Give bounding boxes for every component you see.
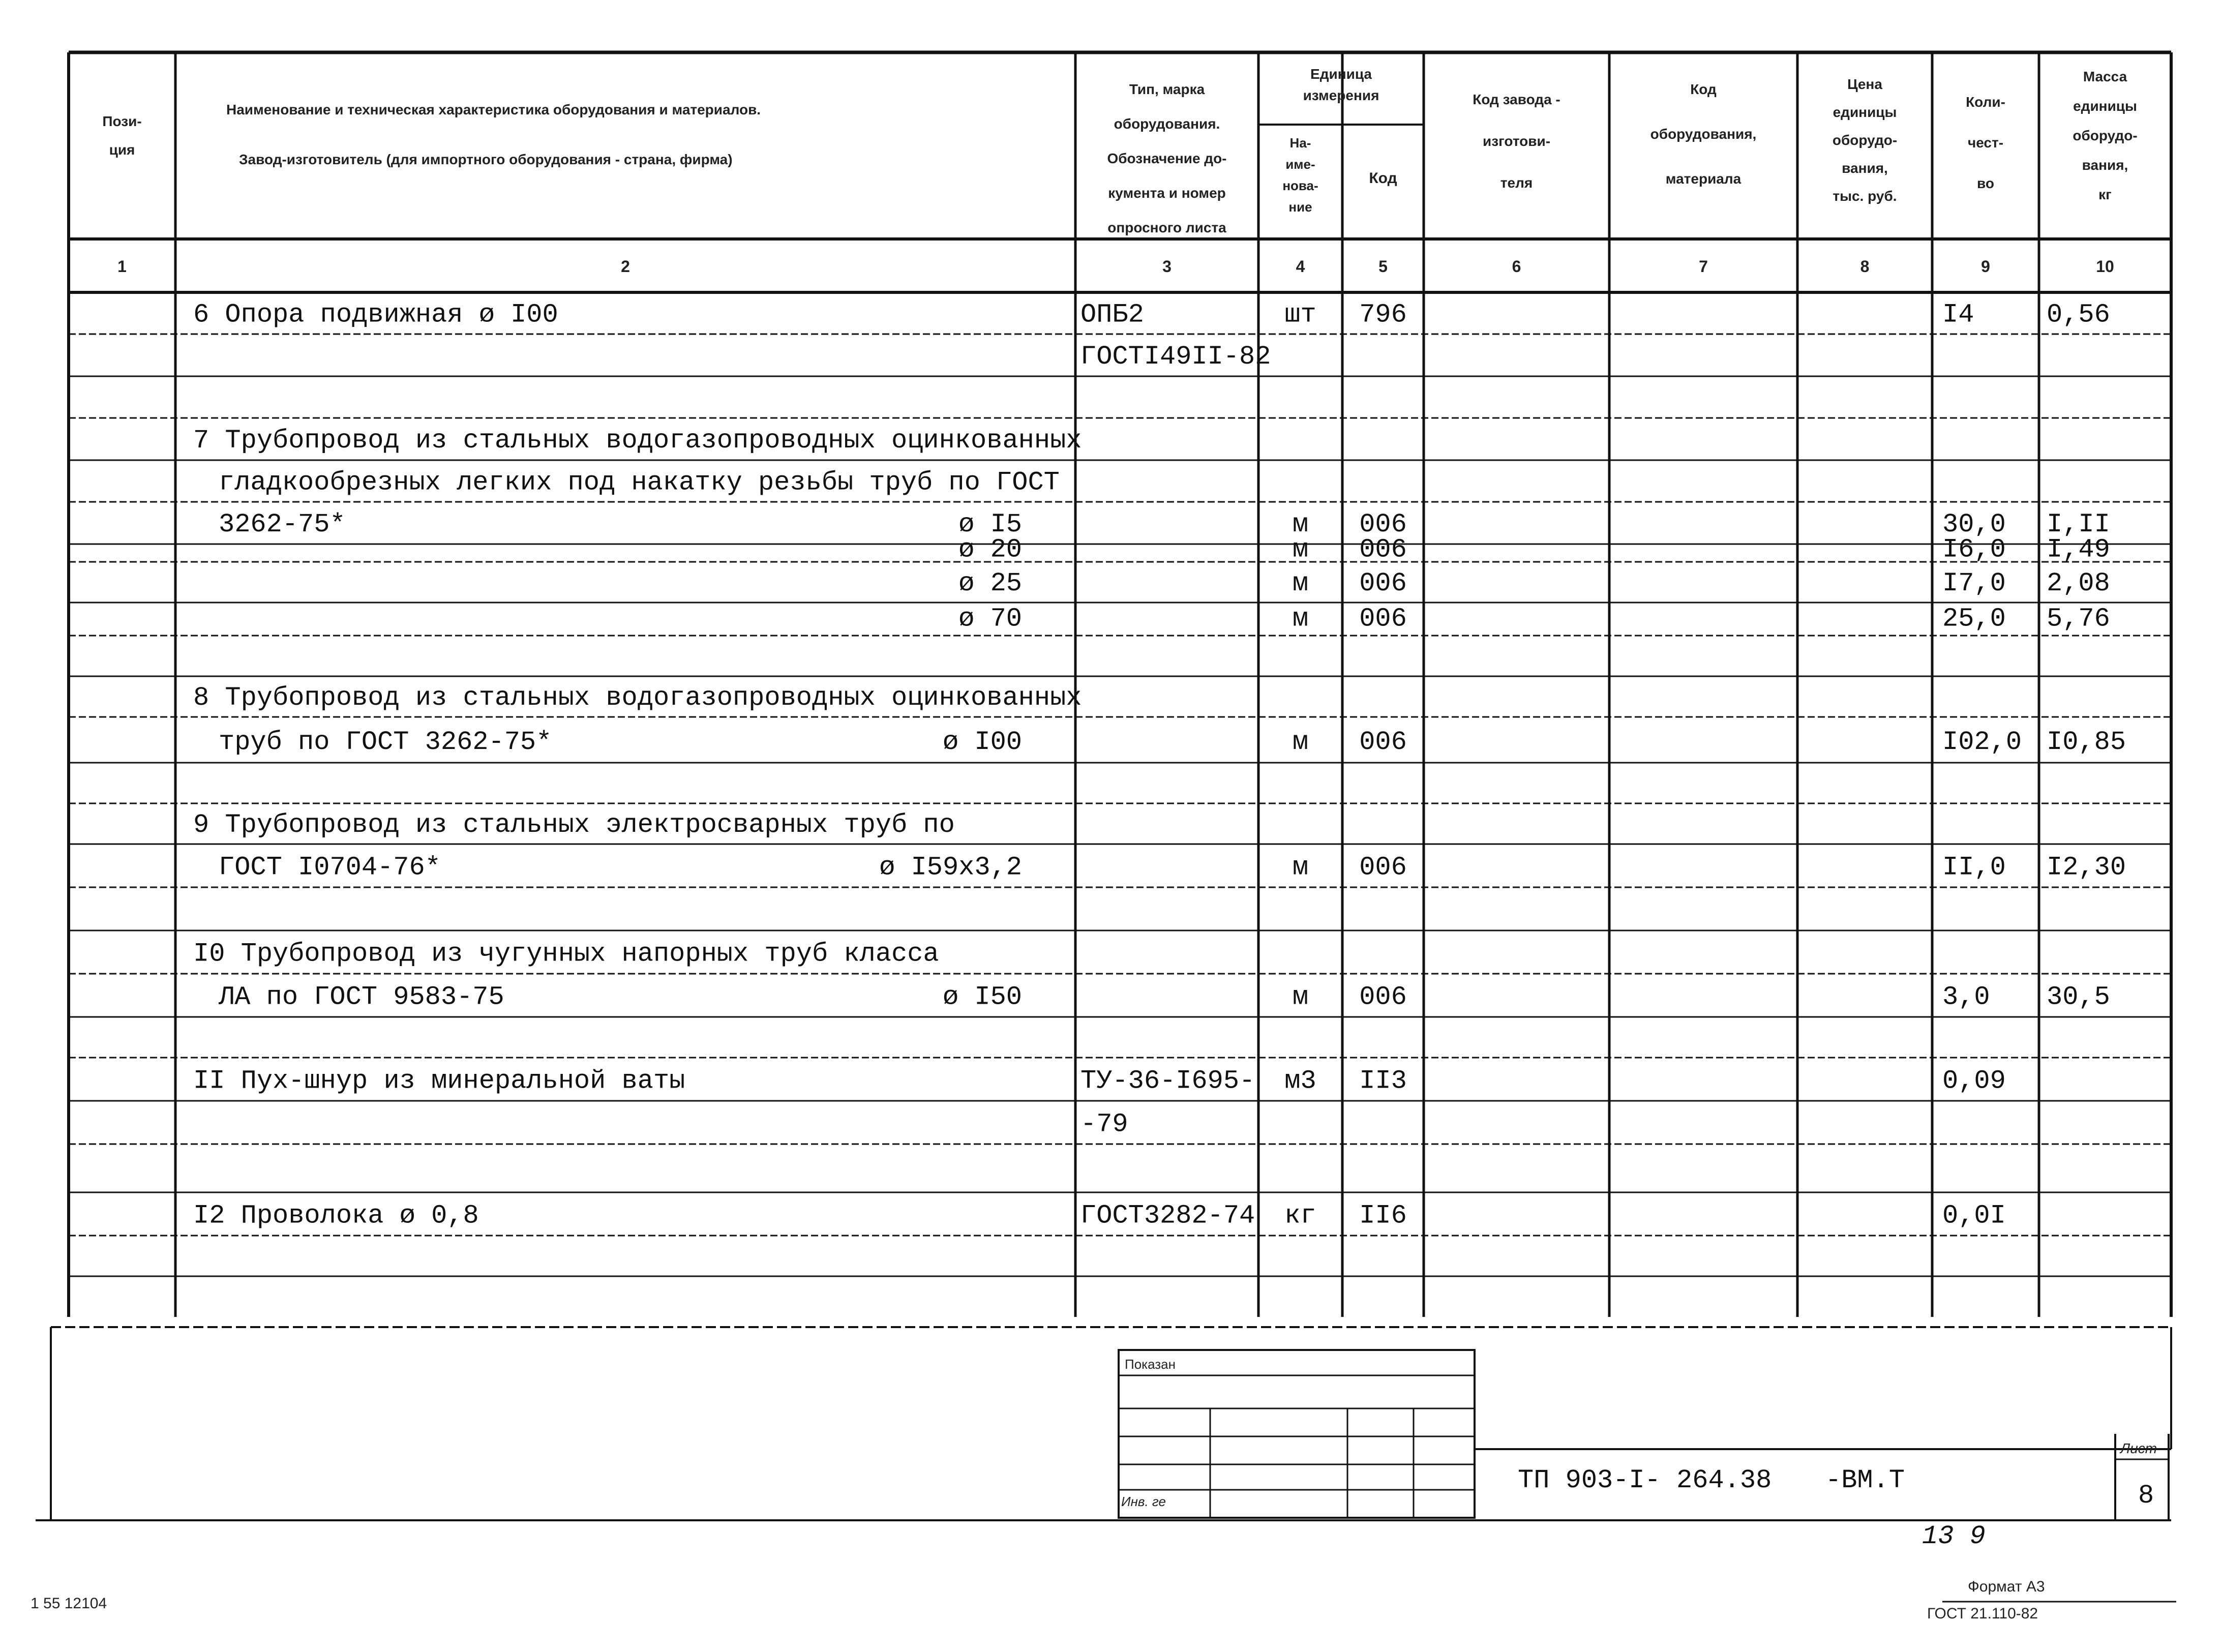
item-unit-code: 006 — [1359, 727, 1407, 757]
header-equipment-code: оборудования, — [1650, 126, 1757, 142]
column-number: 6 — [1512, 257, 1521, 276]
item-quantity: II,0 — [1942, 852, 2006, 883]
item-name: 9 Трубопровод из стальных электросварных труб по — [193, 810, 955, 840]
header-type: кумента и номер — [1108, 185, 1226, 201]
item-type: ТУ-36-I695- — [1080, 1066, 1255, 1096]
header-equipment-code: материала — [1665, 171, 1741, 187]
header-position: Пози- — [102, 113, 142, 129]
header-mass: единицы — [2073, 98, 2137, 114]
header-price: тыс. руб. — [1833, 188, 1897, 204]
item-unit-code: 006 — [1359, 852, 1407, 883]
item-unit: шт — [1284, 299, 1316, 330]
item-type: ГОСТ3282-74 — [1080, 1200, 1255, 1231]
table-row — [193, 683, 1082, 713]
table-row — [193, 299, 2110, 329]
header-price: Цена — [1847, 76, 1882, 92]
header-name-line1: Наименование и техническая характеристика оборудования и материалов. — [226, 102, 761, 117]
item-name: 3262-75* — [219, 509, 346, 540]
item-name: ЛА по ГОСТ 9583-75 — [219, 982, 504, 1012]
header-price: оборудо- — [1832, 132, 1898, 148]
table-body — [193, 299, 2126, 1230]
item-quantity: 3,0 — [1942, 982, 1990, 1012]
header-unit-code: Код — [1369, 170, 1397, 187]
item-unit: м — [1292, 727, 1309, 757]
item-diameter: ø I00 — [942, 727, 1022, 757]
item-unit-code: II6 — [1359, 1200, 1407, 1231]
column-number: 1 — [117, 257, 127, 276]
header-factory-code: изготови- — [1482, 133, 1551, 149]
header-quantity: чест- — [1967, 135, 2004, 151]
doc-code: ТП 903-I- 264.38 — [1518, 1465, 1772, 1495]
header-position: ция — [109, 142, 135, 158]
header-quantity: во — [1977, 175, 1994, 191]
column-number: 2 — [621, 257, 630, 276]
item-unit-code: 796 — [1359, 299, 1407, 330]
item-unit: кг — [1284, 1200, 1316, 1231]
table-row — [193, 810, 955, 840]
table-row — [958, 568, 2110, 598]
column-number: 5 — [1378, 257, 1388, 276]
stamp-label: Показан — [1125, 1357, 1176, 1372]
header-type: Обозначение до- — [1107, 151, 1227, 166]
header-mass: оборудо- — [2073, 128, 2138, 143]
item-quantity: 0,09 — [1942, 1066, 2006, 1096]
table-row — [1080, 1109, 1128, 1139]
table-row — [219, 853, 2126, 883]
header-unit-name: ние — [1288, 199, 1312, 215]
item-quantity: 0,0I — [1942, 1200, 2006, 1231]
item-type: -79 — [1080, 1109, 1128, 1139]
item-name: гладкообрезных легких под накатку резьбы труб по ГОСТ — [219, 467, 1060, 498]
archive-number: 1 55 12104 — [31, 1595, 107, 1612]
item-diameter: ø 25 — [958, 568, 1022, 598]
item-diameter: ø 20 — [958, 534, 1022, 565]
item-quantity: I4 — [1942, 299, 1974, 330]
item-unit-code: 006 — [1359, 568, 1407, 598]
item-quantity: 30,0 — [1942, 509, 2006, 540]
table-row — [958, 535, 2110, 565]
title-block-text — [31, 1357, 2157, 1622]
header-unit: Единица — [1310, 66, 1372, 82]
header-name-line2: Завод-изготовитель (для импортного оборудования - страна, фирма) — [239, 152, 733, 167]
table-row — [193, 939, 939, 969]
inv-label: Инв. ге — [1121, 1494, 1166, 1509]
table-row — [193, 1201, 2006, 1231]
header-price: единицы — [1833, 104, 1897, 120]
table-row — [219, 509, 2110, 539]
table-row — [958, 604, 2110, 634]
item-unit-code: II3 — [1359, 1066, 1407, 1096]
item-mass: 5,76 — [2047, 604, 2110, 634]
item-unit-code: 006 — [1359, 982, 1407, 1012]
table-row — [219, 727, 2126, 757]
item-name: I0 Трубопровод из чугунных напорных труб класса — [193, 939, 939, 969]
item-mass: 2,08 — [2047, 568, 2110, 598]
item-mass: I,II — [2047, 509, 2110, 540]
item-diameter: ø I50 — [942, 982, 1022, 1012]
header-factory-code: теля — [1500, 175, 1533, 191]
item-mass: 0,56 — [2047, 299, 2110, 330]
item-diameter: ø I5 — [958, 509, 1022, 540]
item-name: I2 Проволока ø 0,8 — [193, 1200, 479, 1231]
item-unit-code: 006 — [1359, 604, 1407, 634]
header-unit-name: име- — [1285, 157, 1315, 172]
item-unit: м — [1292, 534, 1309, 565]
item-name: II Пух-шнур из минеральной ваты — [193, 1066, 685, 1096]
item-diameter: ø I59х3,2 — [879, 852, 1022, 883]
header-unit-name: На- — [1289, 135, 1311, 151]
column-number: 7 — [1699, 257, 1708, 276]
column-number: 9 — [1981, 257, 1990, 276]
format-label: Формат А3 — [1968, 1578, 2045, 1595]
item-mass: 30,5 — [2047, 982, 2110, 1012]
table-row — [1080, 342, 1271, 372]
sheet-label: Лист — [2120, 1440, 2157, 1456]
header-quantity: Коли- — [1966, 94, 2005, 110]
table-header — [102, 66, 2137, 276]
item-name: 8 Трубопровод из стальных водогазопроводных оцинкованных — [193, 683, 1082, 713]
item-unit-code: 006 — [1359, 534, 1407, 565]
sheet-number: 8 — [2138, 1481, 2154, 1511]
header-equipment-code: Код — [1690, 81, 1717, 97]
item-unit: м — [1292, 982, 1309, 1012]
item-unit-code: 006 — [1359, 509, 1407, 540]
gost-label: ГОСТ 21.110-82 — [1927, 1605, 2038, 1622]
title-block — [36, 1327, 2176, 1602]
header-type: Тип, марка — [1129, 81, 1205, 97]
item-unit: м — [1292, 604, 1309, 634]
item-name: ГОСТ I0704-76* — [219, 852, 441, 883]
table-row — [218, 982, 2110, 1012]
item-quantity: 25,0 — [1942, 604, 2006, 634]
column-number: 3 — [1162, 257, 1172, 276]
header-factory-code: Код завода - — [1473, 92, 1560, 107]
item-quantity: I02,0 — [1942, 727, 2022, 757]
table-row — [193, 1066, 2006, 1096]
column-number: 10 — [2096, 257, 2114, 276]
item-mass: I2,30 — [2047, 852, 2126, 883]
handwritten-note: 13 9 — [1922, 1521, 1986, 1551]
item-diameter: ø 70 — [958, 604, 1022, 634]
item-quantity: I7,0 — [1942, 568, 2006, 598]
item-unit: м — [1292, 509, 1309, 540]
item-unit: м — [1292, 852, 1309, 883]
column-number: 4 — [1296, 257, 1305, 276]
item-type: ОПБ2 — [1080, 299, 1144, 330]
header-type: опросного листа — [1107, 220, 1226, 235]
item-mass: I0,85 — [2047, 727, 2126, 757]
header-mass: вания, — [2082, 157, 2128, 173]
item-quantity: I6,0 — [1942, 534, 2006, 565]
item-name: 7 Трубопровод из стальных водогазопроводных оцинкованных — [193, 426, 1082, 456]
item-unit: м — [1292, 568, 1309, 598]
header-mass: Масса — [2083, 69, 2127, 84]
item-name: труб по ГОСТ 3262-75* — [219, 727, 552, 757]
header-type: оборудования. — [1114, 116, 1220, 132]
item-unit: м3 — [1284, 1066, 1316, 1096]
table-row — [193, 426, 1082, 456]
column-number: 8 — [1860, 257, 1870, 276]
item-mass: I,49 — [2047, 534, 2110, 565]
header-price: вания, — [1842, 160, 1888, 176]
header-mass: кг — [2098, 187, 2112, 202]
header-unit: измерения — [1303, 87, 1379, 103]
item-name: 6 Опора подвижная ø I00 — [193, 299, 558, 330]
header-unit-name: нова- — [1282, 178, 1318, 193]
doc-suffix: -ВМ.Т — [1825, 1465, 1905, 1495]
item-type: ГОСТI49II-82 — [1080, 342, 1271, 372]
table-row — [219, 467, 1060, 497]
